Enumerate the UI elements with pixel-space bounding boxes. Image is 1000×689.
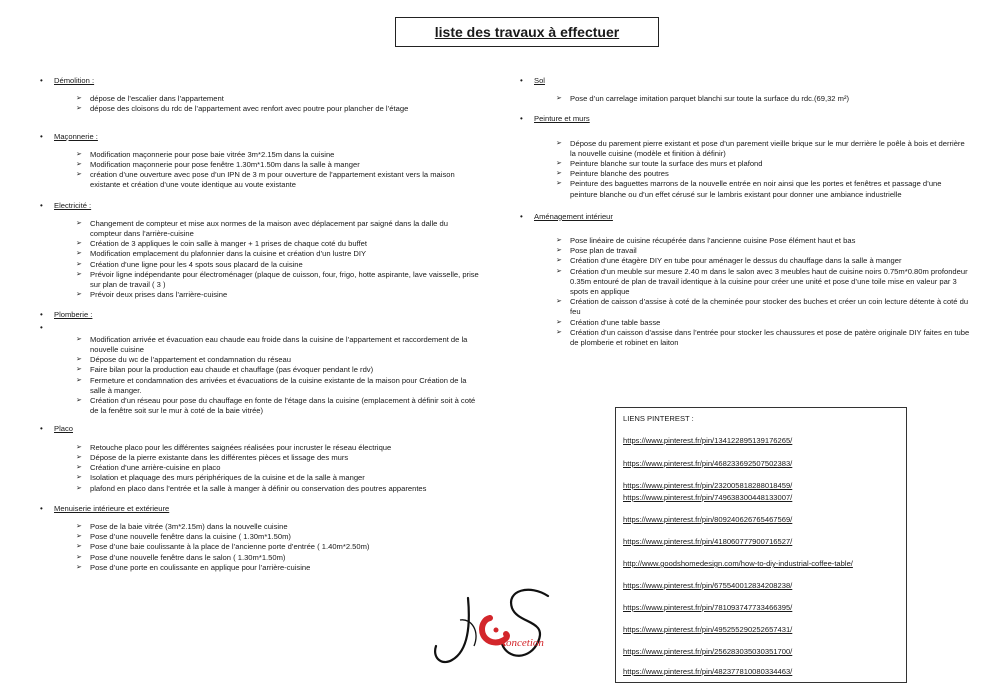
list-item-text: Dépose du parement pierre existant et pose d’un parement vieille brique sur le mur derrière le poêle à bois et derrière la nouvelle cuisine (modèle et finition à définir) (570, 138, 965, 158)
list-item (556, 256, 970, 266)
pinterest-link[interactable]: https://www.pinterest.fr/pin/495255290252657431/ (623, 625, 793, 634)
list-item (76, 219, 480, 239)
section-title: Plomberie : (54, 310, 93, 320)
section-amenagement (520, 212, 970, 348)
bullet-icon: • (520, 211, 523, 221)
list-item (76, 542, 480, 552)
arrow-bullet-icon: ➢ (556, 318, 562, 326)
list-item (556, 236, 970, 246)
pinterest-links-box (615, 407, 907, 683)
company-logo (430, 580, 570, 680)
bullet-icon: • (40, 76, 43, 85)
list-item-text: Pose plan de travail (570, 246, 637, 256)
arrow-bullet-icon: ➢ (76, 95, 82, 103)
list-item (76, 396, 480, 416)
logo-dot (494, 628, 499, 633)
section-title: Electricité : (54, 200, 92, 210)
arrow-bullet-icon: ➢ (76, 291, 82, 299)
left-column (40, 76, 480, 581)
pinterest-link[interactable]: https://www.pinterest.fr/pin/781093747733466395/ (623, 603, 793, 612)
list-item-text: Pose d’une nouvelle fenêtre dans la cuisine ( 1.30m*1.50m) (90, 532, 291, 542)
list-item (76, 290, 480, 300)
list-item (76, 335, 480, 355)
list-item-text: Retouche placo pour les différentes saignées réalisées pour incruster le réseau électrique (90, 442, 392, 452)
section-sol (520, 76, 970, 104)
arrow-bullet-icon: ➢ (76, 453, 82, 461)
list-item (556, 318, 970, 328)
list-item (76, 522, 480, 532)
list-item-text: Création de caisson d’assise à coté de la cheminée pour stocker des buches et créer un coin lecture détente à coté du feu (570, 297, 969, 317)
list-item-text: Création de 3 appliques le coin salle à manger + 1 prises de chaque coté du buffet (90, 239, 368, 249)
arrow-bullet-icon: ➢ (76, 474, 82, 482)
arrow-bullet-icon: ➢ (76, 553, 82, 561)
arrow-bullet-icon: ➢ (76, 240, 82, 248)
arrow-bullet-icon: ➢ (556, 298, 562, 306)
list-item-text: Pose linéaire de cuisine récupérée dans l’ancienne cuisine Pose élément haut et bas (570, 236, 856, 246)
list-item-text: Pose de la baie vitrée (3m*2.15m) dans la nouvelle cuisine (90, 521, 288, 531)
list-item-text: Modification arrivée et évacuation eau chaude eau froide dans la cuisine de l’appartement et raccordement de la nouvelle cuisine (90, 334, 468, 355)
list-item-text: Création d’un caisson d’assise dans l’entrée pour stocker les chaussures et pose de patère originale DIY faites en tube de plomberie et robinet en laiton (570, 327, 970, 348)
list-item (556, 169, 970, 179)
list-item-text: création d’une ouverture avec pose d’un IPN de 3 m pour ouverture de l’appartement existant vers la maison existante et création d’une voute identique au voute existante (90, 170, 455, 190)
arrow-bullet-icon: ➢ (76, 260, 82, 268)
list-item (76, 249, 480, 259)
list-item-text: Prévoir deux prises dans l’arrière-cuisine (90, 290, 228, 300)
list-item-text: dépose de l’escalier dans l’appartement (90, 94, 224, 104)
list-item-text: Isolation et plaquage des murs périphériques de la cuisine et de la salle à manger (90, 473, 365, 483)
list-item (76, 160, 480, 170)
arrow-bullet-icon: ➢ (556, 247, 562, 255)
list-item-text: dépose des cloisons du rdc de l’appartement avec renfort avec poutre pour plancher de l’étage (90, 104, 409, 114)
list-item-text: Modification emplacement du plafonnier dans la cuisine et création d’un lustre DIY (90, 249, 367, 259)
list-item-text: Pose d’une nouvelle fenêtre dans le salon ( 1.30m*1.50m) (90, 552, 286, 562)
list-item-text: Fermeture et condamnation des arrivées et évacuations de la cuisine existante de la maison pour Création de la salle à manger. (90, 375, 467, 395)
list-item (76, 170, 480, 190)
list-item (76, 94, 480, 104)
list-item-text: Peinture blanche des poutres (570, 169, 669, 179)
list-item (556, 159, 970, 169)
empty-bullet-icon: • (40, 322, 43, 332)
list-item-text: Création d’une arrière-cuisine en placo (90, 463, 221, 473)
arrow-bullet-icon: ➢ (76, 219, 82, 227)
list-item-text: Dépose de la pierre existante dans les différentes pièces et lissage des murs (90, 452, 349, 462)
diy-coffee-table-link[interactable]: http://www.goodshomedesign.com/how-to-diy-industrial-coffee-table/ (623, 559, 853, 568)
pinterest-link[interactable]: https://www.pinterest.fr/pin/418060777900716527/ (623, 537, 793, 546)
arrow-bullet-icon: ➢ (76, 543, 82, 551)
list-item (76, 532, 480, 542)
list-item (76, 260, 480, 270)
pinterest-link[interactable]: https://www.pinterest.fr/pin/134122895139176265/ (623, 436, 793, 445)
arrow-bullet-icon: ➢ (76, 443, 82, 451)
section-title: Démolition : (54, 76, 95, 85)
list-item (76, 270, 480, 290)
bullet-icon: • (40, 503, 43, 513)
arrow-bullet-icon: ➢ (76, 270, 82, 278)
bullet-icon: • (520, 114, 523, 124)
list-item (76, 104, 480, 114)
list-item (76, 355, 480, 365)
list-item-text: Pose d’un carrelage imitation parquet blanchi sur toute la surface du rdc.(69,32 m²) (570, 94, 850, 104)
arrow-bullet-icon: ➢ (556, 328, 562, 336)
pinterest-link[interactable]: https://www.pinterest.fr/pin/468233692507502383/ (623, 459, 793, 468)
arrow-bullet-icon: ➢ (76, 250, 82, 258)
list-item (76, 453, 480, 463)
list-item (76, 563, 480, 573)
list-item (556, 246, 970, 256)
arrow-bullet-icon: ➢ (556, 267, 562, 275)
arrow-bullet-icon: ➢ (76, 464, 82, 472)
section-peinture (520, 114, 970, 199)
section-placo (40, 424, 480, 493)
bullet-icon: • (40, 424, 43, 434)
arrow-bullet-icon: ➢ (76, 376, 82, 384)
logo-j-stroke (435, 598, 469, 662)
arrow-bullet-icon: ➢ (556, 257, 562, 265)
pinterest-link[interactable]: https://www.pinterest.fr/pin/482377810080334463/ (623, 667, 793, 676)
list-item-text: Peinture blanche sur toute la surface des murs et plafond (570, 159, 763, 169)
arrow-bullet-icon: ➢ (76, 150, 82, 158)
list-item (76, 239, 480, 249)
section-title: Placo (54, 424, 73, 434)
arrow-bullet-icon: ➢ (76, 563, 82, 571)
section-title: Peinture et murs (534, 114, 590, 124)
section-title: Sol (534, 76, 545, 85)
pinterest-link[interactable]: https://www.pinterest.fr/pin/749638300448133007/ (623, 493, 793, 502)
page-title: liste des travaux à effectuer (434, 24, 620, 40)
list-item-text: Pose d’une porte en coulissante en applique pour l’arrière-cuisine (90, 562, 311, 572)
arrow-bullet-icon: ➢ (76, 533, 82, 541)
bullet-icon: • (520, 76, 523, 85)
list-item (556, 328, 970, 348)
pinterest-link[interactable]: https://www.pinterest.fr/pin/809240626765467569/ (623, 515, 793, 524)
arrow-bullet-icon: ➢ (76, 356, 82, 364)
list-item-text: Peinture des baguettes marrons de la nouvelle entrée en noir ainsi que les portes et fenêtres et passage d’une peinture blanche ou d’un effet cérusé sur le lambris existant pour donner une ambiance industrielle (570, 179, 942, 199)
list-item (556, 267, 970, 298)
arrow-bullet-icon: ➢ (76, 171, 82, 179)
list-item (76, 553, 480, 563)
list-item (76, 443, 480, 453)
list-item (76, 365, 480, 375)
bullet-icon: • (40, 200, 43, 210)
list-item-text: Prévoir ligne indépendante pour électroménager (plaque de cuisson, four, frigo, hotte aspirante, lave vaisselle, prise sur plan de travail ( 3 ) (90, 269, 479, 290)
arrow-bullet-icon: ➢ (76, 484, 82, 492)
list-item (76, 150, 480, 160)
list-item (76, 484, 480, 494)
list-item-text: Changement de compteur et mise aux normes de la maison avec déplacement par saigné dans la dalle du compteur dans l’arrière-cuisine (90, 218, 448, 239)
list-item (556, 179, 970, 199)
list-item-text: Création d’un réseau pour pose du chauffage en fonte de l’étage dans la cuisine (emplacement à définir soit à coté de la fenêtre soit sur le mur à coté de la baie vitrée) (90, 396, 476, 416)
list-item (76, 376, 480, 396)
section-title: Menuiserie intérieure et extérieure (54, 503, 170, 513)
list-item (556, 94, 970, 104)
bullet-icon: • (40, 131, 43, 141)
arrow-bullet-icon: ➢ (76, 161, 82, 169)
list-item (76, 463, 480, 473)
arrow-bullet-icon: ➢ (76, 105, 82, 113)
list-item (556, 139, 970, 159)
bullet-icon: • (40, 310, 43, 320)
pinterest-link[interactable]: https://www.pinterest.fr/pin/232005818288018459/ (623, 481, 793, 490)
list-item-text: plafond en placo dans l’entrée et la salle à manger à définir ou conservation des poutres apparentes (90, 483, 427, 493)
section-title: Maçonnerie : (54, 131, 98, 141)
links-title: LIENS PINTEREST : (623, 414, 694, 423)
arrow-bullet-icon: ➢ (76, 522, 82, 530)
list-item-text: Pose d’une baie coulissante à la place de l’ancienne porte d’entrée ( 1.40m*2.50m) (90, 542, 370, 552)
pinterest-link[interactable]: https://www.pinterest.fr/pin/675540012834208238/ (623, 581, 793, 590)
arrow-bullet-icon: ➢ (556, 180, 562, 188)
list-item-text: Création d’une étagère DIY en tube pour aménager le dessus du chauffage dans la salle à manger (570, 256, 902, 266)
arrow-bullet-icon: ➢ (556, 95, 562, 103)
arrow-bullet-icon: ➢ (556, 160, 562, 168)
title-box (395, 17, 659, 47)
list-item-text: Création d’un meuble sur mesure 2.40 m dans le salon avec 3 meubles haut de cuisine noirs 0.75m*0.80m profondeur 0.35m entouré de plan de travail identique à la cuisine pour créer une unité et pose d’une toile mise en valeur par 3 spots en applique (570, 266, 968, 297)
arrow-bullet-icon: ➢ (556, 170, 562, 178)
arrow-bullet-icon: ➢ (76, 335, 82, 343)
list-item-text: Modification maçonnerie pour pose fenêtre 1.30m*1.50m dans la salle à manger (90, 160, 360, 170)
arrow-bullet-icon: ➢ (556, 237, 562, 245)
section-electricite (40, 201, 480, 301)
list-item (556, 297, 970, 317)
list-item-text: Dépose du wc de l’appartement et condamnation du réseau (90, 355, 291, 365)
logo-text: oncetion (506, 637, 544, 649)
right-column (520, 76, 970, 356)
list-item (76, 473, 480, 483)
list-item-text: Création d’une table basse (570, 317, 661, 327)
pinterest-link[interactable]: https://www.pinterest.fr/pin/256283035030351700/ (623, 647, 793, 656)
arrow-bullet-icon: ➢ (556, 139, 562, 147)
list-item-text: Création d’une ligne pour les 4 spots sous placard de la cuisine (90, 259, 303, 269)
list-item-text: Modification maçonnerie pour pose baie vitrée 3m*2.15m dans la cuisine (90, 149, 335, 159)
arrow-bullet-icon: ➢ (76, 366, 82, 374)
list-item-text: Faire bilan pour la production eau chaude et chauffage (pas évoquer pendant le rdv) (90, 365, 374, 375)
section-demolition (40, 76, 480, 115)
section-plomberie (40, 310, 480, 416)
section-title: Aménagement intérieur (534, 211, 613, 221)
arrow-bullet-icon: ➢ (76, 397, 82, 405)
section-menuiserie (40, 504, 480, 573)
section-maconnerie (40, 132, 480, 191)
